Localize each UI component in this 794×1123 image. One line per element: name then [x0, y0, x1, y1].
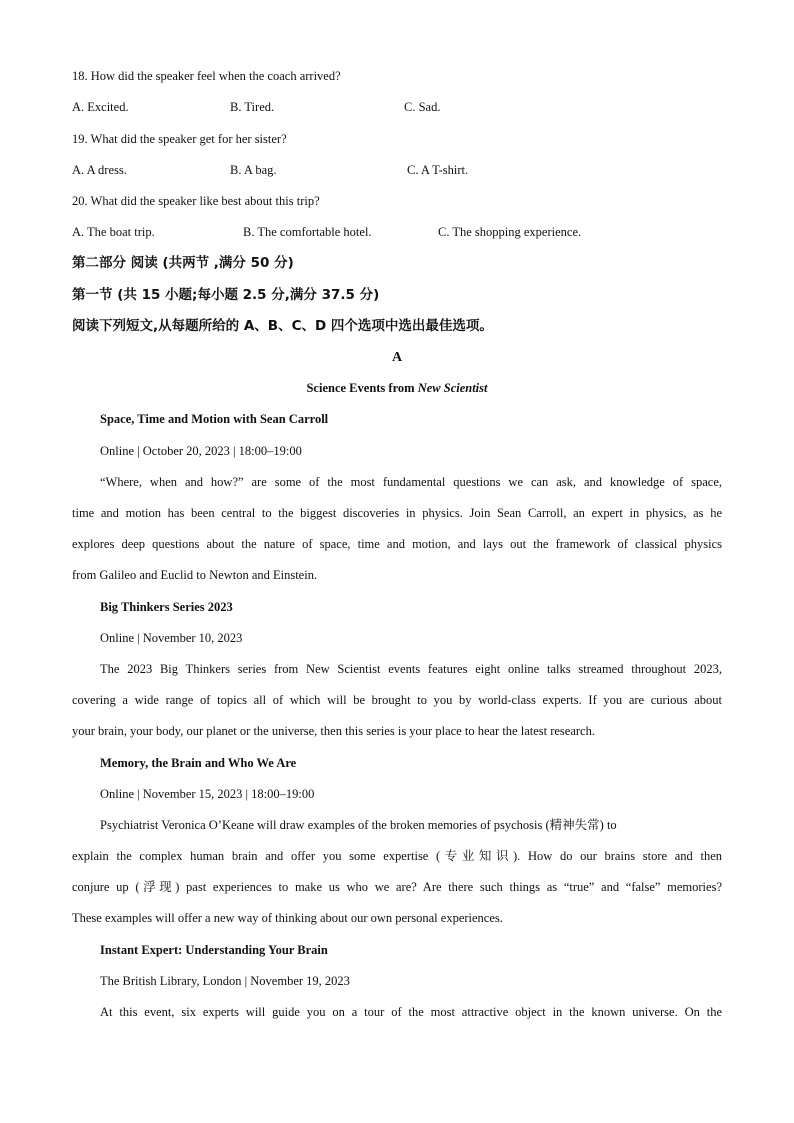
event-title: Space, Time and Motion with Sean Carroll [100, 412, 329, 426]
passage-title-prefix: Science Events from [306, 381, 418, 395]
paragraph-line: covering a wide range of topics all of which will be brought to you by world-class experts. If you are curious about [72, 693, 722, 707]
paragraph-line: from Galileo and Euclid to Newton and Einstein. [72, 568, 318, 582]
event-meta: Online | October 20, 2023 | 18:00–19:00 [100, 444, 302, 458]
event-title: Memory, the Brain and Who We Are [100, 756, 297, 770]
passage-title [0, 380, 794, 396]
paragraph-line: conjure up (浮现) past experiences to make us who we are? Are there such things as “true” and “false” memories? [72, 880, 722, 894]
event-meta: Online | November 15, 2023 | 18:00–19:00 [100, 787, 315, 801]
paragraph-line: time and motion has been central to the biggest discoveries in physics. Join Sean Carroll, an expert in physics, as he [72, 506, 722, 520]
question-20: 20. What did the speaker like best about this trip? [72, 194, 320, 208]
event-meta: The British Library, London | November 19, 2023 [100, 974, 350, 988]
paragraph-line: explores deep questions about the nature of space, time and motion, and lays out the framework of classical physics [72, 537, 722, 551]
question-19: 19. What did the speaker get for her sister? [72, 132, 287, 146]
event-title: Big Thinkers Series 2023 [100, 600, 233, 614]
q18-option-c: C. Sad. [404, 100, 441, 114]
q19-option-a: A. A dress. [72, 163, 127, 177]
q20-option-c: C. The shopping experience. [438, 225, 582, 239]
event-description [72, 810, 722, 934]
paragraph-line: explain the complex human brain and offer you some expertise (专业知识). How do our brains store and then [72, 849, 722, 863]
question-18: 18. How did the speaker feel when the coach arrived? [72, 69, 341, 83]
q19-option-b: B. A bag. [230, 163, 277, 177]
paragraph-line: The 2023 Big Thinkers series from New Scientist events features eight online talks streamed throughout 2023, [100, 662, 722, 676]
event-description [72, 997, 722, 1028]
paragraph-line: “Where, when and how?” are some of the most fundamental questions we can ask, and knowledge of space, [100, 475, 722, 489]
q18-option-b: B. Tired. [230, 100, 275, 114]
event-meta: Online | November 10, 2023 [100, 631, 243, 645]
q20-option-a: A. The boat trip. [72, 225, 155, 239]
paragraph-line: These examples will offer a new way of thinking about our own personal experiences. [72, 911, 503, 925]
paragraph-line: Psychiatrist Veronica O’Keane will draw examples of the broken memories of psychosis (精神失常) to [100, 818, 617, 832]
section-subheading: 第一节 (共 15 小题;每小题 2.5 分,满分 37.5 分) [72, 287, 380, 303]
event-description [72, 467, 722, 591]
event-title: Instant Expert: Understanding Your Brain [100, 943, 328, 957]
q20-option-b: B. The comfortable hotel. [243, 225, 372, 239]
passage-title-italic: New Scientist [417, 381, 488, 395]
event-description [72, 654, 722, 747]
paragraph-line: your brain, your body, our planet or the universe, then this series is your place to hear the latest research. [72, 724, 595, 738]
q18-option-a: A. Excited. [72, 100, 129, 114]
section-heading: 第二部分 阅读 (共两节 ,满分 50 分) [72, 255, 294, 271]
q19-option-c: C. A T-shirt. [407, 163, 469, 177]
paragraph-line: At this event, six experts will guide you on a tour of the most attractive object in the known universe. On the [100, 1005, 722, 1019]
passage-letter: A [391, 350, 403, 365]
section-instruction: 阅读下列短文,从每题所给的 A、B、C、D 四个选项中选出最佳选项。 [72, 318, 493, 334]
